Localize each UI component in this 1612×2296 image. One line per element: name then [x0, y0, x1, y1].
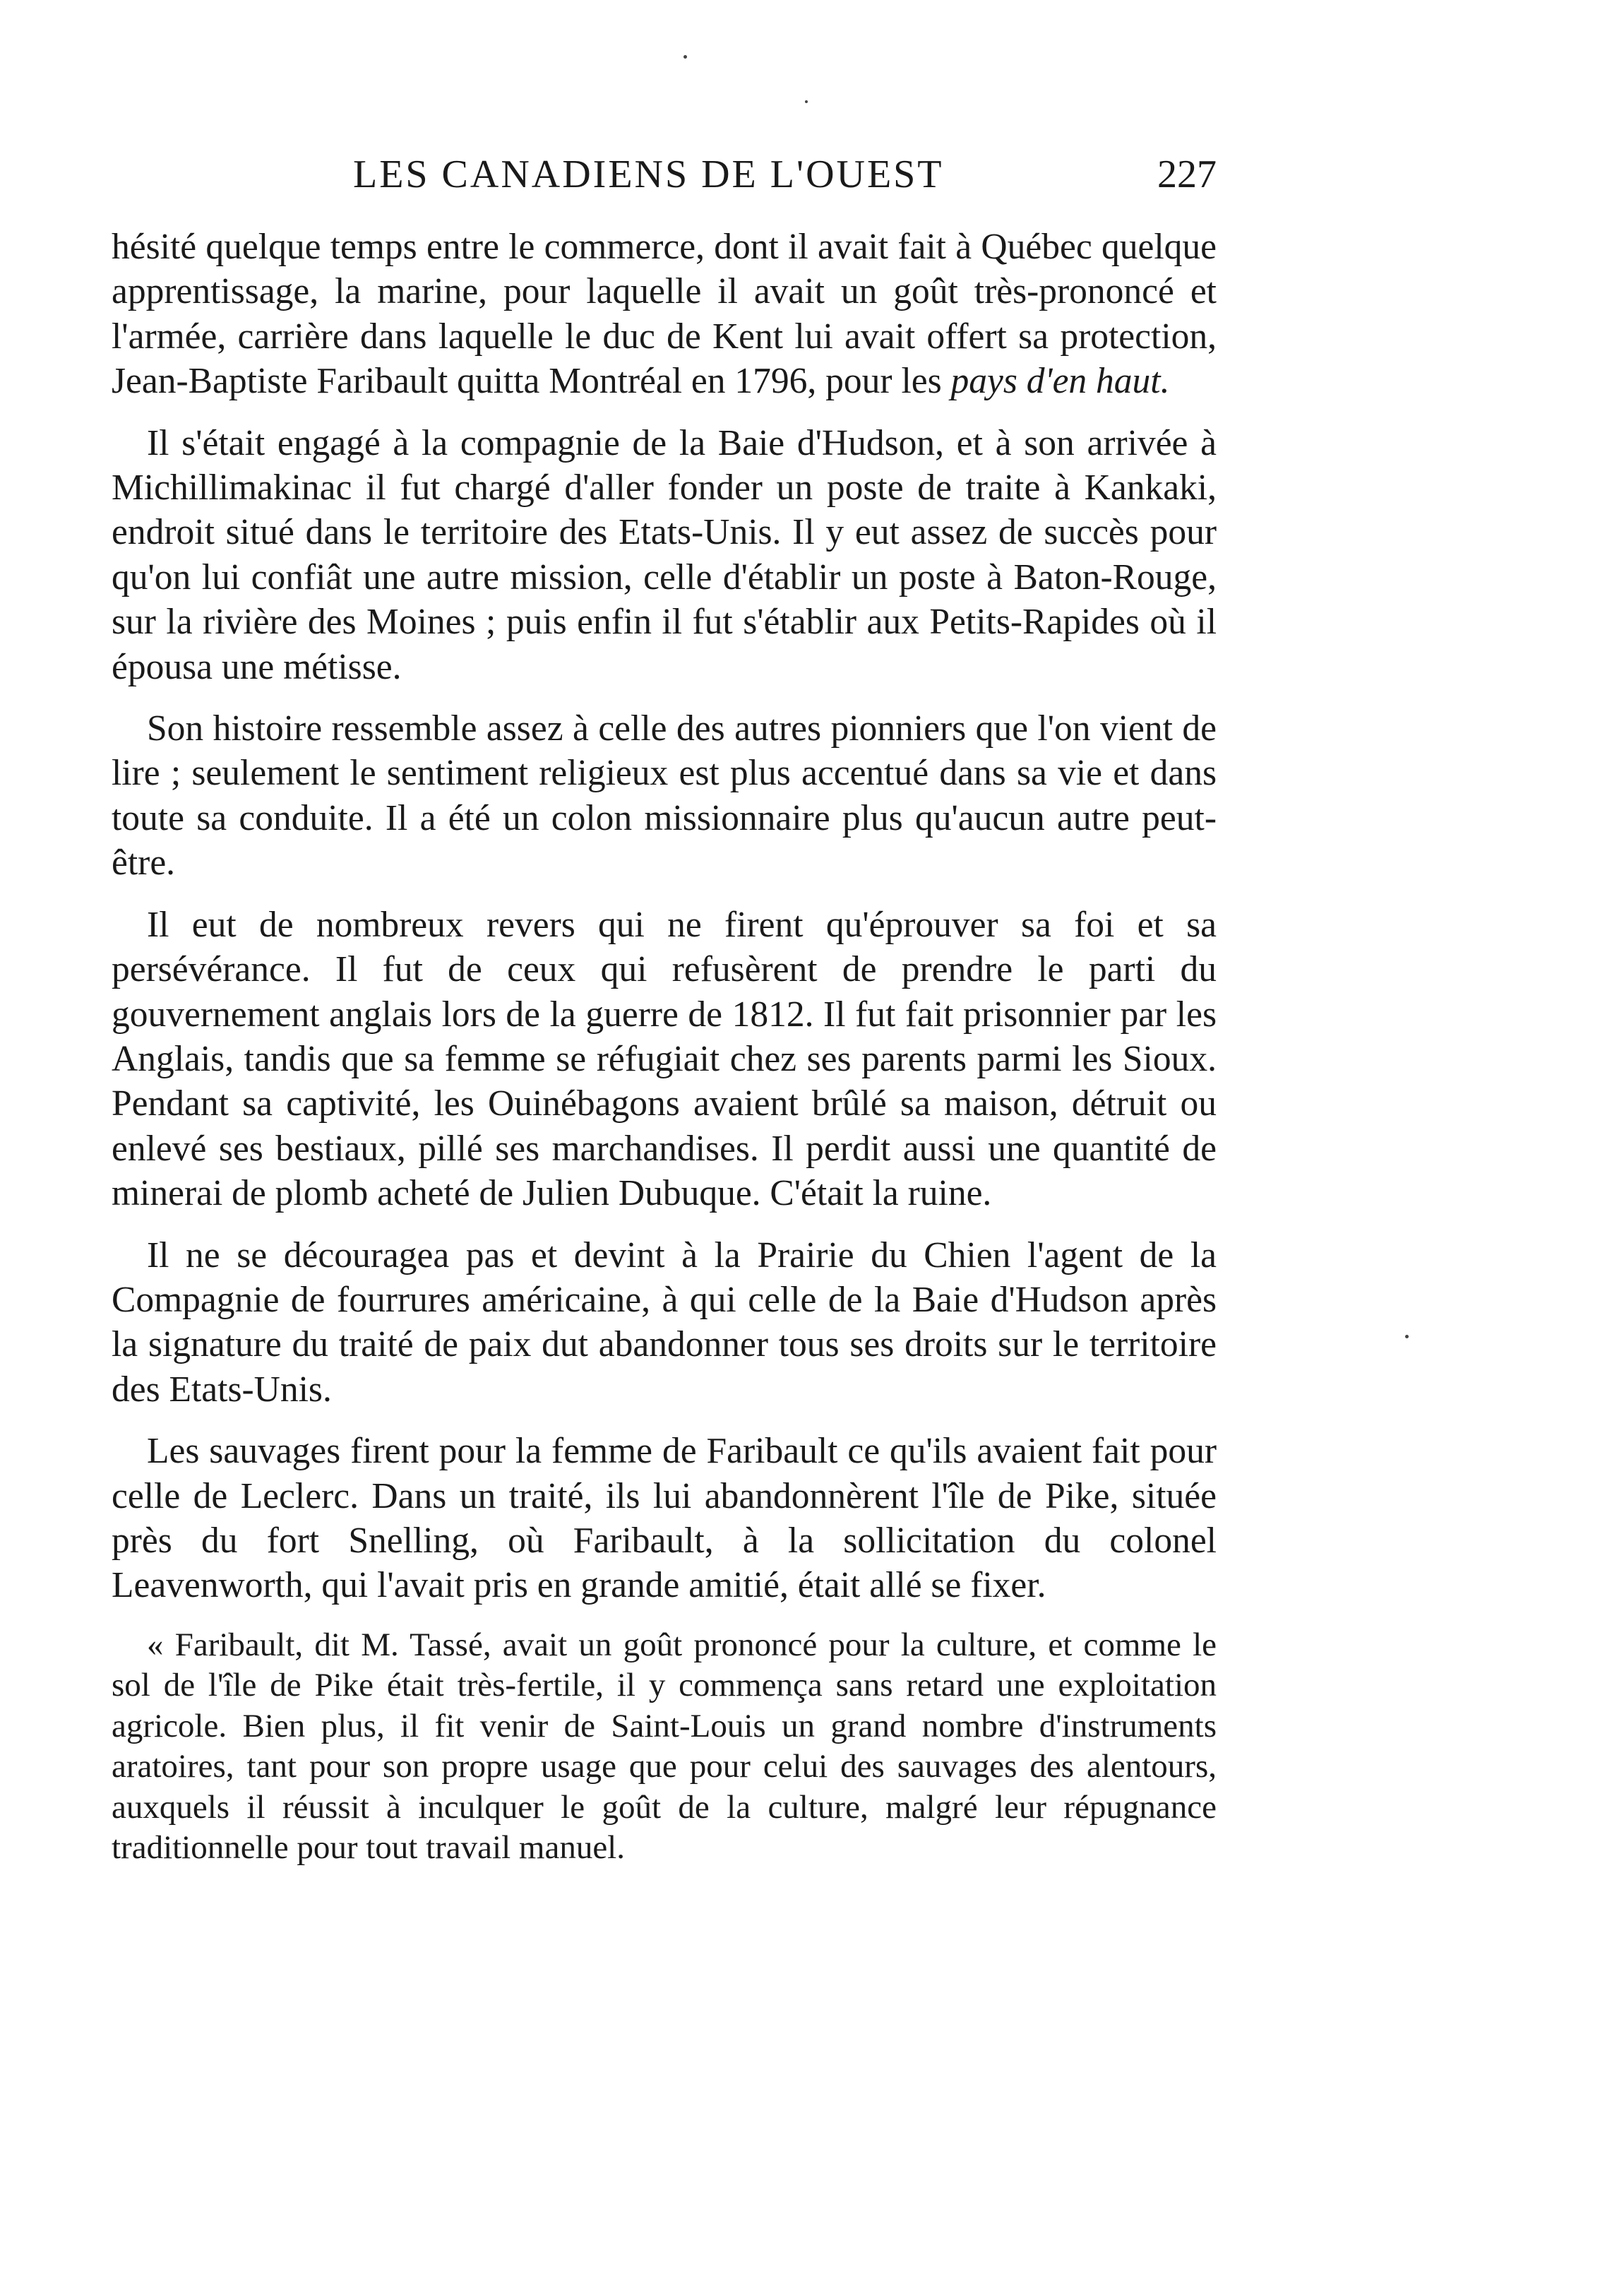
paragraph: Il ne se découragea pas et devint à la Prairie du Chien l'agent de la Compagnie de fourrures américaine, à qui celle de la Baie d'Hudson après la signature du traité de paix dut abandonner tous ses droits sur le territoire des Etats-Unis. [112, 1235, 1217, 1410]
quoted-paragraph: « Faribault, dit M. Tassé, avait un goût prononcé pour la culture, et comme le sol de l'île de Pike était très-fertile, il y commença sans retard une exploitation agricole. Bien plus, il fit venir de Saint-Louis un grand nombre d'instruments aratoires, tant pour son propre usage que pour celui des sauvages des alentours, auxquels il réussit à inculquer le goût de la culture, malgré leur répugnance traditionnelle pour tout travail manuel. [112, 1626, 1217, 1867]
paragraph-continuation [112, 225, 1217, 404]
paragraph: Les sauvages firent pour la femme de Faribault ce qu'ils avaient fait pour celle de Leclerc. Dans un traité, ils lui abandonnèrent l'île de Pike, située près du fort Snelling, où Faribault, à la sollicitation du colonel Leavenworth, qui l'avait pris en grande amitié, était allé se fixer. [112, 1431, 1217, 1606]
print-speck [1405, 1335, 1409, 1338]
page-header [0, 150, 1612, 199]
running-title: LES CANADIENS DE L'OUEST [353, 153, 944, 196]
page-number: 227 [1157, 153, 1217, 196]
italic-phrase: pays d'en haut. [950, 361, 1170, 402]
print-speck [805, 100, 808, 103]
paragraph: Il s'était engagé à la compagnie de la Baie d'Hudson, et à son arrivée à Michillimakinac il fut chargé d'aller fonder un poste de traite à Kankaki, endroit situé dans le territoire des Etats-Unis. Il y eut assez de succès pour qu'on lui confiât une autre mission, celle d'établir un poste à Baton-Rouge, sur la rivière des Moines ; puis enfin il fut s'établir aux Petits-Rapides où il épousa une métisse. [112, 422, 1217, 687]
paragraph: Son histoire ressemble assez à celle des autres pionniers que l'on vient de lire ; seulement le sentiment religieux est plus accentué dans sa vie et dans toute sa conduite. Il a été un colon missionnaire plus qu'aucun autre peut-être. [112, 708, 1217, 884]
paragraph: Il eut de nombreux revers qui ne firent qu'éprouver sa foi et sa persévérance. Il fut de ceux qui refusèrent de prendre le parti du gouvernement anglais lors de la guerre de 1812. Il fut fait prisonnier par les Anglais, tandis que sa femme se réfugiait chez ses parents parmi les Sioux. Pendant sa captivité, les Ouinébagons avaient brûlé sa maison, détruit ou enlevé ses bestiaux, pillé ses marchandises. Il perdit aussi une quantité de minerai de plomb acheté de Julien Dubuque. C'était la ruine. [112, 904, 1217, 1214]
print-speck [683, 55, 687, 59]
body-text [112, 225, 1217, 1886]
paragraph-text: hésité quelque temps entre le commerce, dont il avait fait à Québec quelque apprentissage, la marine, pour laquelle il avait un goût très-prononcé et l'armée, carrière dans laquelle le duc de Kent lui avait offert sa protection, Jean-Baptiste Faribault quitta Montréal en 1796, pour les [112, 227, 1217, 402]
